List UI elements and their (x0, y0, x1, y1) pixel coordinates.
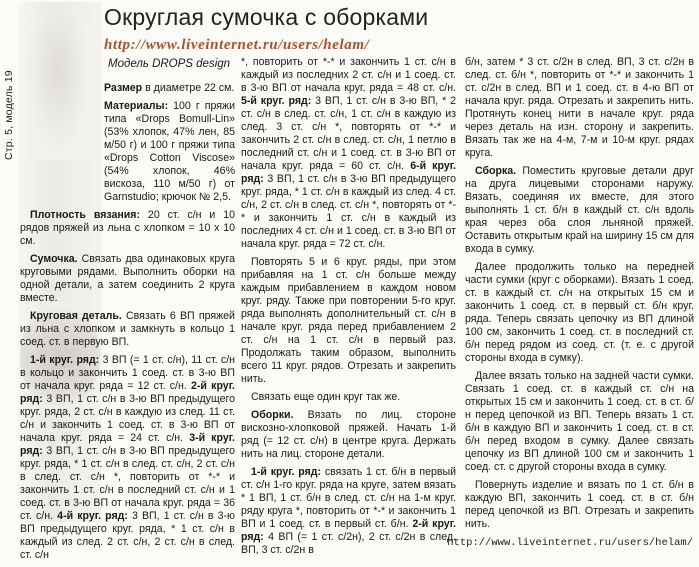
text-column-2 (241, 56, 456, 562)
row3-text: 3 ВП, 1 ст. с/н в 3-ю ВП предыдущего круг. ряда, * 1 ст. с/н в след. ст. с/н, 2 ст. с/н в след. ст. с/н *, повторить от *-* и закончить 1 ст. с/н в последний ст. с/н и 1 соед. ст. в 3-ю ВП от начала круг. ряда = 36 ст. с/н. (20, 445, 235, 522)
row1-label: 1-й круг. ряд: (30, 354, 100, 366)
row5-label: 5-й круг. ряд: (241, 95, 312, 107)
frills-paragraph (241, 409, 456, 461)
row1-text: 3 ВП (= 1 ст. с/н), 11 ст. с/н в кольцо и закончить 1 соед. ст. в 3-ю ВП от начала круг. ряда = 12 ст. с/н. (20, 354, 236, 392)
size-text: в диаметре 22 см. (145, 82, 235, 94)
page-model-label: Стр. 5, модель 19 (3, 70, 15, 160)
bag-text: Связать два одинаковых круга круговыми рядами. Выполнить оборки на одной детали, а затем соединить 2 круга вместе. (20, 253, 235, 304)
materials-text: 100 г пряжи типа «Drops Bomull-Lin» (53% хлопок, 47% лен, 85 м/50 г) и 100 г пряжи типа «Drops Cotton Viscose» (54% хлопок, 46% вискоза, 110 м/50 г) от Garnstudio; крючок № 2,5. (104, 100, 235, 203)
size-paragraph (104, 82, 235, 95)
second-circle-paragraph: Связать еще один круг так же. (251, 391, 401, 403)
finish-paragraph: Повернуть изделие и вязать по 1 ст. б/н в каждую ВП, закончить 1 соед. ст. в ст. б/н перед цепочкой из ВП. Отрезать и закрепить нить. (465, 479, 694, 530)
section-wide (20, 209, 235, 562)
frow1-label: 1-й круг. ряд: (251, 466, 322, 478)
frills-label: Оборки. (251, 409, 294, 421)
size-label: Размер (104, 82, 143, 94)
density-paragraph (20, 209, 235, 248)
col2-continued-text: *, повторить от *-* и закончить 1 ст. с/н в каждый из последних 2 ст. с/н и 1 соед. ст. в 3-ю ВП от начала круг. ряда = 48 ст. с/н. (241, 56, 456, 94)
page-title: Округлая сумочка с оборками (104, 4, 429, 30)
row4-label: 4-й круг. ряд: (57, 510, 128, 522)
row2-label: 2-й круг. ряд: (20, 380, 235, 405)
materials-paragraph (104, 100, 235, 204)
round-text: Связать 6 ВП пряжей из льна с хлопком и замкнуть в кольцо 1 соед. ст. в первую ВП. (20, 310, 235, 348)
text-column-1 (20, 82, 236, 567)
frow2-text: 4 ВП (= 1 ст. с/2н), 2 ст. с/2н в след. ВП, 3 ст. с/2н в (241, 531, 456, 556)
frill-rows-paragraph (241, 466, 456, 557)
frills-text: Вязать по лиц. стороне вискозно-хлопковой пряжей. Начать 1-й ряд (= 12 ст. с/н) в центре круга. Держать нить на лиц. стороне детали. (241, 409, 456, 460)
bag-label: Сумочка. (30, 253, 78, 265)
frow1-text: связать 1 ст. б/н в первый ст. с/н 1-го круг. ряда на круге, затем вязать * 1 ВП, 1 ст. б/н в след. ст. с/н на 1-м круг. ряду круга *, повторить от *-* и закончить 1 ВП и 1 соед. ст. в первый ст. б/н. (241, 466, 457, 530)
repeat-paragraph: Повторять 5 и 6 круг. ряды, при этом прибавляя на 1 ст. с/н больше между каждым прибавлением в каждом новом круг. ряду. Также при повторении 5-го круг. ряда выполнять дополнительный ст. с/н в начале круг. ряда перед прибавлением 2 ст. с/н на 1 ст. с/н в первый раз. Продолжать таким образом, выполнить всего 11 круг. рядов. Отрезать и закрепить нить. (241, 256, 456, 385)
col3-continued-paragraph: б/н, затем * 3 ст. с/2н в след. ВП, 3 ст. с/2н в след. ст. б/н *, повторить от *-* и закончить 1 ст. с/2н в след. ВП и 1 соед. ст. в 4-ю ВП от начала круг. ряда. Отрезать и закрепить нить. Протянуть конец нити в начале круг. ряда через деталь на изн. сторону и закрепить. Вязать так же на 4-м, 7-м и 10-м круг. рядах круга. (465, 56, 694, 159)
round-label: Круговая деталь. (30, 310, 122, 322)
row4-text: 3 ВП, 1 ст. с/н в 3-ю ВП предыдущего круг. ряда, * 1 ст. с/н в каждый из след. 2 ст. с/н, 2 ст. с/н в след. ст. с/н (20, 510, 235, 561)
row2-text: 3 ВП, 1 ст. с/н в 3-ю ВП предыдущего круг. ряда, 2 ст. с/н в каждую из след. 11 ст. с/н и закончить 1 соед. ст. в 3-ю ВП от начала круг. ряда = 24 ст. с/н. (20, 393, 235, 444)
round-paragraph (20, 310, 235, 349)
source-url-top[interactable]: http://www.liveinternet.ru/users/helam/ (104, 37, 370, 53)
assembly-text: Поместить круговые детали друг на друга лицевыми сторонами наружу. Вязать, соединяя их вместе, для этого выполнять 1 ст. б/н в каждый ст. с/н вдоль края через оба слоя льняной пряжей. Оставить открытым край на ширину 15 см для входа в сумку. (465, 165, 694, 255)
materials-label: Материалы: (104, 100, 169, 112)
text-column-3 (465, 56, 694, 536)
front-part-paragraph: Далее продолжить только на передней части сумки (круг с оборками). Вязать 1 соед. ст. в каждый ст. с/н на открытых 15 см и закончить 1 соед. ст. в первый ст. б/н круг. ряда. Теперь связать цепочку из ВП длиной 100 см, закончить 1 соед. ст. в последний ст. б/н перед рядом из соед. ст. (т. е. с другой стороны входа в сумку). (465, 261, 694, 364)
assembly-label: Сборка. (475, 165, 517, 177)
back-part-paragraph: Далее вязать только на задней части сумки. Связать 1 соед. ст. в каждый ст. с/н на открытых 15 см и закончить 1 соед. ст. в ст. б/н перед цепочкой из ВП. Теперь вязать 1 ст. б/н в каждую ВП и закончить 1 соед. ст. в ст. б/н перед входом в сумку. Далее связать цепочку из ВП длиной 100 см и закончить 1 соед. ст. с другой стороны входа в сумку. (465, 370, 694, 473)
row3-label: 3-й круг. ряд: (20, 432, 236, 457)
row6-text: 3 ВП, 1 ст. с/н в 3-ю ВП предыдущего круг. ряда, * 1 ст. с/н в каждый из след. 4 ст. с/н, 2 ст. с/н в след. ст. с/н *, повторять от *-* и закончить 1 ст. с/н в каждый из последних 4 ст. с/н и 1 соед. ст. в 3-ю ВП от начала круг. ряда = 72 ст. с/н. (241, 173, 456, 250)
row6-label: 6-й круг. ряд: (241, 160, 457, 185)
density-label: Плотность вязания: (30, 209, 141, 221)
source-url-bottom[interactable]: http://www.liveinternet.ru/users/helam/ (447, 537, 693, 549)
density-text: 20 ст. с/н и 10 рядов пряжей из льна с хлопком = 10 x 10 см. (20, 209, 235, 247)
assembly-paragraph (465, 165, 694, 256)
row5-text: 3 ВП, 1 ст. с/н в 3-ю ВП, * 2 ст. с/н в след. ст. с/н, 1 ст. с/н в каждую из след. 3 ст. с/н *, повторять от *-* и закончить 2 ст. с/н в след. ст. с/н, 1 петлю в последний ст. с/н и 1 соед. ст. в 3-ю ВП от начала круг. ряда = 60 ст. с/н. (241, 95, 456, 172)
model-designer: Модель DROPS design (108, 58, 231, 70)
col2-continued-paragraph (241, 56, 456, 251)
row1-paragraph (20, 354, 235, 562)
bag-paragraph (20, 253, 235, 305)
photo-model-figure (26, 10, 90, 160)
frow2-label: 2-й круг. ряд: (241, 518, 456, 543)
